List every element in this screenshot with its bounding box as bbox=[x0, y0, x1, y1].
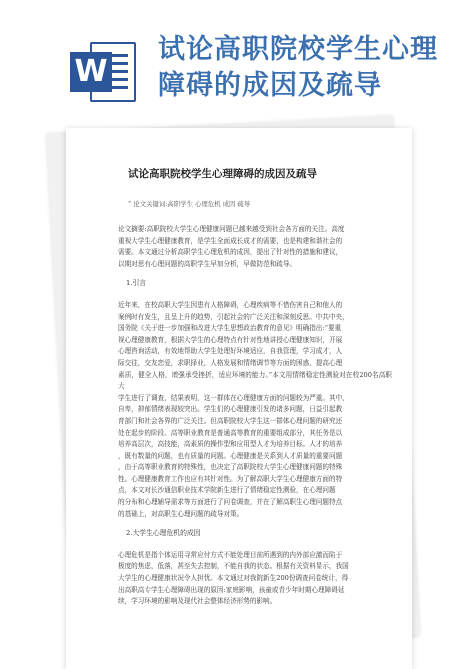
body-line: 培养高层次，高技能，高素质的操作型和应用型人才为培养目标。人才的培养 bbox=[118, 440, 343, 449]
document-title: 试论高职院校学生心理障碍的成因及疏导 bbox=[128, 168, 317, 180]
body-line: ，既有数量的问题，也有质量的问题。心理健康是关系到人才质量的重要问题 bbox=[118, 451, 343, 460]
word-badge: W bbox=[70, 52, 112, 92]
abstract-line: 重视大学生心理健康教育，是学生全面成长成才的需要，也是构建和谐社会的 bbox=[118, 236, 343, 245]
body-line: 育部门和社会各界的广泛关注。但高职院校大学生这一群体心理问题的研究还 bbox=[118, 416, 343, 425]
body-line: 处在起步的阶段。高等职业教育是普通高等教育的重要组成部分，其任务是以 bbox=[118, 428, 343, 437]
body-line: 出高职高专学生心理障碍出现的原因:家庭影响，孩童或青少年时期心理障碍延 bbox=[118, 585, 345, 594]
body-line: 近年来，在校高职大学生因患有人格障碍，心理疾病等不惜伤害自己和他人的 bbox=[118, 300, 343, 309]
document-page bbox=[66, 128, 412, 669]
body-line: 际交往，交友恋爱，求职择业，人格发展和情绪调节等方面的困惑，提高心理 bbox=[118, 358, 343, 367]
body-line: 素质，健全人格，增强承受挫折，适应环境的能力。”本文用情绪稳定性测验对在校200名高职大 bbox=[118, 370, 392, 391]
body-line: 点，本文对长沙通信职业技术学院新生进行了情绪稳定性测验，在心理问题 bbox=[118, 486, 336, 495]
body-line: 国务院《关于进一步加强和改进大学生思想政治教育的意见》明确指出:“要重 bbox=[118, 324, 342, 333]
section-2-heading: 2.大学生心理危机的成因 bbox=[126, 529, 201, 538]
section-1-heading: 1.引言 bbox=[126, 279, 147, 288]
abstract-line: 论文摘要:高职院校大学生心理健康问题已越来越受到社会各方面的关注。高度 bbox=[118, 225, 345, 233]
body-line: 自卑，抑郁情绪表现较突出。学生们的心理健康引发的诸多问题，日益引起教 bbox=[118, 405, 343, 414]
body-line: 大学生的心理健康状况令人担忧。本文通过对我院新生200份调查问卷统计，得 bbox=[118, 574, 349, 583]
section-1-body bbox=[118, 300, 392, 520]
banner-title-line-2: 障碍的成因及疏导 bbox=[158, 70, 382, 101]
body-line: ，由于高等职业教育的特殊性，也决定了高职院校大学生心理健康问题的特殊 bbox=[118, 463, 343, 472]
body-line: 视心理健康教育，根据大学生的心理特点有针对性地讲授心理健康知识，开展 bbox=[118, 335, 343, 344]
body-line: 心理咨询活动，有效地帮助大学生处理好环境适应，自我管理，学习成才，人 bbox=[118, 347, 343, 356]
abstract-line: 以期对思有心理问题的高职学生早加分析，早做防范和疏导。 bbox=[118, 259, 297, 268]
body-line: 心理危机是指个体运用寻常应付方式不能处理目前所遇到的内外部应激而陷于 bbox=[118, 550, 343, 559]
banner-title bbox=[158, 32, 458, 104]
body-line: 性。心理健康教育工作也应有其针对性。为了解高职大学生心理健康方面的特 bbox=[118, 474, 343, 483]
abstract-line: 需要。本文通过分析高职学生心理危机的成因，提出了针对性的措施和建议， bbox=[118, 248, 343, 257]
body-line: 学生进行了调查，结果表明，这一群体在心理健康方面的问题较为严重。其中， bbox=[118, 393, 349, 402]
body-line: 案例时有发生，且呈上升的趋势，引起社会的广泛关注和深刻反思。中共中央， bbox=[118, 312, 349, 321]
body-line: 续，学习环境的影响及现代社会整体经济形势的影响。 bbox=[118, 597, 277, 606]
banner-title-line-1: 试论高职院校学生心理 bbox=[158, 34, 438, 65]
body-line: 的分布和心理辅导需求等方面进行了问卷调查，并在了解高职生心理问题特点 bbox=[118, 498, 343, 507]
body-line: 的基础上，对高职生心理问题的疏导对策。 bbox=[118, 509, 244, 518]
section-2-body bbox=[118, 550, 392, 608]
body-line: 极度的焦虑，低落，甚至失去控制，不能自我的状态。根据有关资料显示，我国 bbox=[118, 562, 349, 571]
keywords-line: ” 论文关键词:高职学生 心理危机 成因 疏导 bbox=[128, 200, 251, 208]
abstract-block bbox=[118, 224, 392, 270]
word-logo-icon bbox=[70, 40, 136, 104]
